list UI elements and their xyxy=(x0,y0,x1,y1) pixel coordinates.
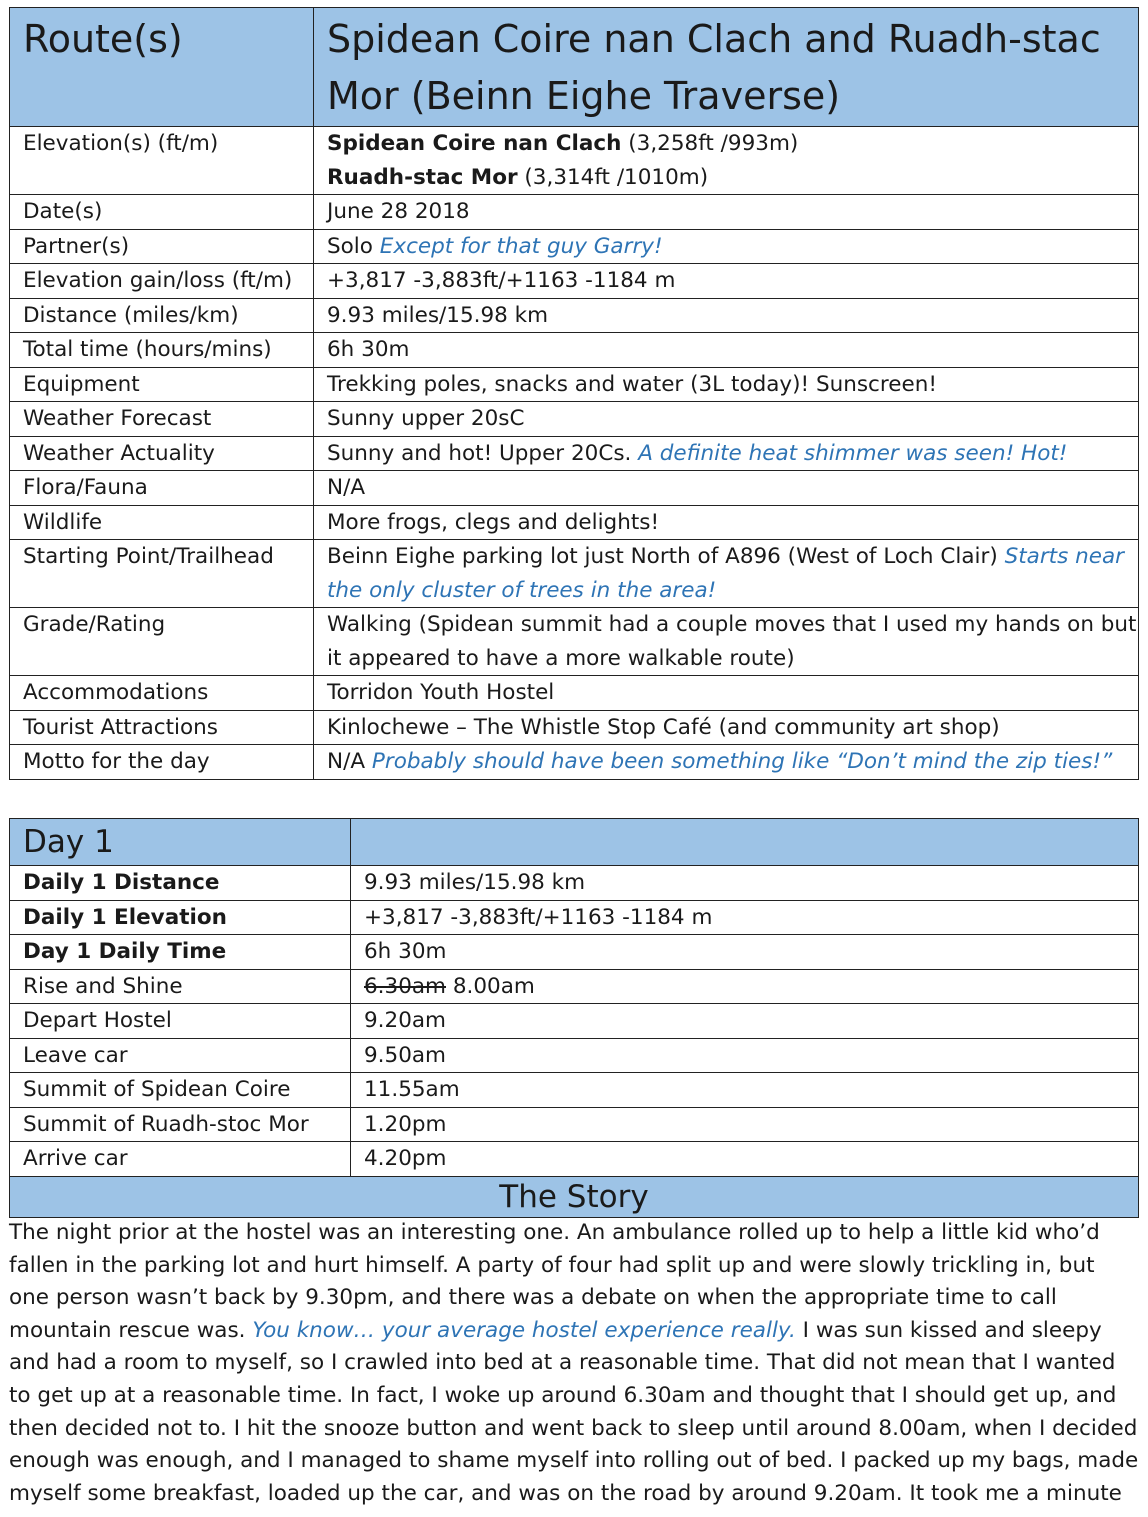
story-heading: The Story xyxy=(10,1176,1139,1217)
route-summary-table xyxy=(9,7,1139,780)
grade-row xyxy=(10,608,1139,676)
day-row-value: 6h 30m xyxy=(351,935,1139,970)
trailhead-note: Starts near the only cluster of trees in the area! xyxy=(327,544,1125,603)
day-row xyxy=(10,1038,1139,1073)
flora-row xyxy=(10,471,1139,506)
distance-label: Distance (miles/km) xyxy=(10,298,314,333)
struck-time: 6.30am xyxy=(364,973,446,999)
attractions-label: Tourist Attractions xyxy=(10,710,314,745)
day-summary-table xyxy=(9,818,1139,1218)
route-header-row xyxy=(10,8,1139,127)
day-row-label: Daily 1 Elevation xyxy=(10,900,351,935)
accommodations-label: Accommodations xyxy=(10,676,314,711)
route-header-value: Spidean Coire nan Clach and Ruadh-stac Mor (Beinn Eighe Traverse) xyxy=(314,8,1139,127)
elevation-label: Elevation(s) (ft/m) xyxy=(10,127,314,195)
elevation-gain-label: Elevation gain/loss (ft/m) xyxy=(10,264,314,299)
date-label: Date(s) xyxy=(10,195,314,230)
equipment-row xyxy=(10,367,1139,402)
total-time-value: 6h 30m xyxy=(314,333,1139,368)
actuality-value: Sunny and hot! Upper 20Cs. xyxy=(327,440,632,466)
peak1-name: Spidean Coire nan Clach xyxy=(327,131,622,156)
forecast-value: Sunny upper 20sC xyxy=(314,402,1139,437)
date-value: June 28 2018 xyxy=(314,195,1139,230)
peak2-name: Ruadh-stac Mor xyxy=(327,164,518,190)
total-time-label: Total time (hours/mins) xyxy=(10,333,314,368)
wildlife-row xyxy=(10,505,1139,540)
day-row-label: Arrive car xyxy=(10,1142,351,1177)
equipment-label: Equipment xyxy=(10,367,314,402)
peak2-value: (3,314ft /1010m) xyxy=(524,164,709,190)
attractions-value: Kinlochewe – The Whistle Stop Café (and community art shop) xyxy=(314,710,1139,745)
day-row xyxy=(10,1142,1139,1177)
day-row-value: 9.93 miles/15.98 km xyxy=(351,866,1139,901)
day-row xyxy=(10,866,1139,901)
total-time-row xyxy=(10,333,1139,368)
day-row xyxy=(10,969,1139,1004)
accommodations-row xyxy=(10,676,1139,711)
elevation-row xyxy=(10,127,1139,195)
partner-row xyxy=(10,229,1139,264)
day-row xyxy=(10,1004,1139,1039)
flora-label: Flora/Fauna xyxy=(10,471,314,506)
flora-value: N/A xyxy=(314,471,1139,506)
trailhead-value: Beinn Eighe parking lot just North of A896 (West of Loch Clair) xyxy=(327,544,998,569)
day-row-label: Day 1 Daily Time xyxy=(10,935,351,970)
distance-row xyxy=(10,298,1139,333)
motto-note: Probably should have been something like “Don’t mind the zip ties!” xyxy=(371,749,1113,774)
story-part1: The night prior at the hostel was an interesting one. An ambulance rolled up to help a little kid who’d fallen in the parking lot and hurt himself. A party of four had split up and were slowly trickling in, but one person wasn’t back by 9.30pm, and there was a debate on when the appropriate time to call mountain rescue was. xyxy=(9,1220,1100,1343)
motto-value: N/A xyxy=(327,749,366,774)
day-row-value: 9.20am xyxy=(351,1004,1139,1039)
day-row-label: Rise and Shine xyxy=(10,969,351,1004)
trailhead-row xyxy=(10,540,1139,608)
story-text xyxy=(9,1217,1141,1510)
elevation-gain-row xyxy=(10,264,1139,299)
day-header-row xyxy=(10,819,1139,866)
day-row-label: Daily 1 Distance xyxy=(10,866,351,901)
partner-label: Partner(s) xyxy=(10,229,314,264)
peak1-value: (3,258ft /993m) xyxy=(628,131,799,156)
motto-row xyxy=(10,745,1139,780)
day-row-value xyxy=(351,969,1139,1004)
day-row xyxy=(10,900,1139,935)
actual-time: 8.00am xyxy=(452,973,535,999)
day-row-label: Depart Hostel xyxy=(10,1004,351,1039)
partner-cell xyxy=(314,229,1139,264)
day-row-label: Summit of Spidean Coire xyxy=(10,1073,351,1108)
equipment-value: Trekking poles, snacks and water (3L today)! Sunscreen! xyxy=(314,367,1139,402)
trailhead-cell xyxy=(314,540,1139,608)
accommodations-value: Torridon Youth Hostel xyxy=(314,676,1139,711)
partner-note: Except for that guy Garry! xyxy=(379,233,663,259)
day-row xyxy=(10,935,1139,970)
wildlife-label: Wildlife xyxy=(10,505,314,540)
motto-cell xyxy=(314,745,1139,780)
grade-label: Grade/Rating xyxy=(10,608,314,676)
attractions-row xyxy=(10,710,1139,745)
forecast-row xyxy=(10,402,1139,437)
story-part2: I was sun kissed and sleepy and had a room to myself, so I crawled into bed at a reasonable time. That did not mean that I wanted to get up at a reasonable time. In fact, I woke up around 6.30am and thought that I should get up, and then decided not to. I hit the snooze button and went back to sleep until around 8.00am, when I decided enough was enough, and I managed to shame myself into rolling out of bed. I packed up my bags, made myself some breakfast, loaded up the car, and was on the road by around 9.20am. It took me a minute xyxy=(9,1317,1139,1506)
trailhead-label: Starting Point/Trailhead xyxy=(10,540,314,608)
day-row xyxy=(10,1073,1139,1108)
distance-value: 9.93 miles/15.98 km xyxy=(314,298,1139,333)
story-aside: You know… your average hostel experience really. xyxy=(252,1317,796,1343)
actuality-note: A definite heat shimmer was seen! Hot! xyxy=(638,440,1068,466)
day-row-value: +3,817 -3,883ft/+1163 -1184 m xyxy=(351,900,1139,935)
day-row-value: 4.20pm xyxy=(351,1142,1139,1177)
day-header-label: Day 1 xyxy=(10,819,351,866)
elevation-gain-value: +3,817 -3,883ft/+1163 -1184 m xyxy=(314,264,1139,299)
elevation-value xyxy=(314,127,1139,195)
actuality-row xyxy=(10,436,1139,471)
day-row xyxy=(10,1107,1139,1142)
wildlife-value: More frogs, clegs and delights! xyxy=(314,505,1139,540)
route-header-label: Route(s) xyxy=(10,8,314,127)
motto-label: Motto for the day xyxy=(10,745,314,780)
actuality-label: Weather Actuality xyxy=(10,436,314,471)
forecast-label: Weather Forecast xyxy=(10,402,314,437)
partner-value: Solo xyxy=(327,233,373,259)
actuality-cell xyxy=(314,436,1139,471)
story-heading-row xyxy=(10,1176,1139,1217)
day-row-value: 1.20pm xyxy=(351,1107,1139,1142)
date-row xyxy=(10,195,1139,230)
day-row-label: Leave car xyxy=(10,1038,351,1073)
day-header-empty xyxy=(351,819,1139,866)
day-row-value: 11.55am xyxy=(351,1073,1139,1108)
day-row-value: 9.50am xyxy=(351,1038,1139,1073)
grade-value: Walking (Spidean summit had a couple moves that I used my hands on but it appeared to have a more walkable route) xyxy=(314,608,1139,676)
day-row-label: Summit of Ruadh-stoc Mor xyxy=(10,1107,351,1142)
